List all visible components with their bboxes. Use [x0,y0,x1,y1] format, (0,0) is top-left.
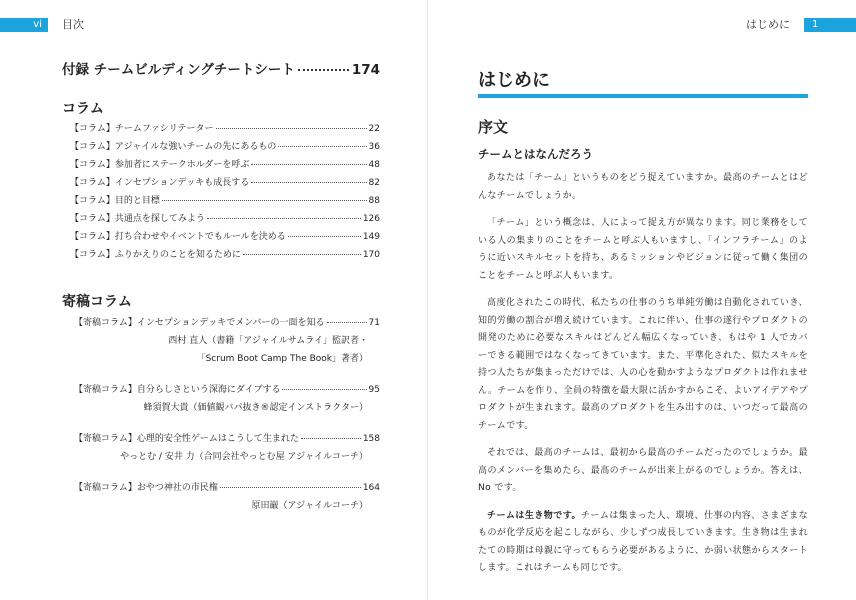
dot-leader [301,438,361,439]
dot-leader [207,218,361,219]
column-section-title: コラム [62,101,104,117]
dot-leader [220,487,361,488]
contrib-entry [74,382,380,417]
dot-leader [278,146,366,147]
chapter-title: はじめに [478,70,550,91]
contrib-author: 西村 直人（書籍「アジャイルサムライ」監訳者・ [168,336,368,346]
chapter-underline [478,94,808,98]
toc-entry-label: 【寄稿コラム】インセプションデッキでメンバーの一面を知る [74,318,325,328]
toc-row[interactable] [74,431,380,448]
paragraph [478,445,808,498]
toc-entry-page: 126 [362,214,380,224]
toc-row[interactable] [74,480,380,497]
toc-entry-page: 164 [362,483,380,493]
contrib-author: 原田巌（アジャイルコーチ） [251,501,368,511]
toc-row[interactable] [70,175,380,193]
toc-row[interactable] [70,211,380,229]
contrib-entry [74,480,380,515]
contrib-author: 蜂須賀大貴（価値観バパ抜き®認定インストラクター） [143,403,368,413]
body-text [478,170,808,588]
paragraph [478,508,808,578]
dot-leader [216,128,367,129]
toc-entry-label: 【寄稿コラム】自分らしさという深海にダイブする [74,385,281,395]
dot-leader [251,182,366,183]
paragraph [478,215,808,285]
toc-entry-page: 88 [368,196,380,206]
contrib-entry [74,315,380,368]
toc-entry-label: 【コラム】インセプションデッキも成長する [70,178,250,188]
section-title: 序文 [478,118,509,136]
paragraph-text: チームは集まった人、環境、仕事の内容、さまざまなものが化学反応を起こしながら、少しずつ成長していきます。生き物は生まれたての時期は母親に守ってもらう必要があるように、か弱い状態からスタートします。これはチームも同じです。 [478,510,808,573]
paragraph [478,295,808,435]
toc-row[interactable] [70,121,380,139]
toc-entry-page: 95 [368,385,380,395]
toc-row[interactable] [70,247,380,265]
page-number: vi [0,18,48,32]
toc-entry-page: 48 [368,160,380,170]
dot-leader [298,69,349,71]
paragraph [478,170,808,205]
toc-entry-label: 付録 チームビルディングチートシート [62,62,295,78]
contrib-author: 「Scrum Boot Camp The Book」著者） [196,354,368,364]
page-number: 1 [804,18,856,32]
toc-entry-label: 【寄稿コラム】おやつ神社の市民権 [74,483,218,493]
toc-entry-page: 36 [368,142,380,152]
toc-appendix-entry[interactable] [62,58,380,78]
dot-leader [288,236,361,237]
toc-row[interactable] [70,193,380,211]
running-title: はじめに [746,18,790,31]
toc-entry-label: 【コラム】打ち合わせやイベントでもルールを決める [70,232,286,242]
toc-row[interactable] [74,315,380,332]
toc-entry-page: 71 [368,318,380,328]
dot-leader [162,200,367,201]
toc-entry-page: 82 [368,178,380,188]
dot-leader [282,389,366,390]
toc-entry-page: 170 [362,250,380,260]
paragraph-text: それでは、最高のチームは、最初から最高のチームだったのでしょうか。最高のメンバーを集めたら、最高のチームが出来上がるのでしょうか。答えは、No です。 [478,448,808,493]
column-toc-list [70,121,380,265]
paragraph-text: 高度化されたこの時代、私たちの仕事のうち単純労働は自動化されていき、知的労働の割合が増え続けています。これに伴い、仕事の遂行やプロダクトの開発のために必要なスキルはどんどん幅広くなっていき、もはや 1 人でカバーできる範囲ではなくなってきています。また、平準化された、似たスキルを持つ人たちが集まっただけでは、人の心を動かすようなプロダクトは作れません。チームを作り、全員の特徴を最大限に活かすからこそ、よいアイデアやプロダクトが生まれます。最高のプロダクトを生み出すのは、いつだって最高のチームです。 [478,298,808,431]
dot-leader [327,322,367,323]
running-title: 目次 [62,18,84,31]
paragraph-lead: チームは生き物です。 [487,510,581,521]
toc-entry-label: 【コラム】目的と目標 [70,196,160,206]
contrib-entry [74,431,380,466]
contrib-toc-list [74,315,380,529]
toc-entry-page: 174 [351,62,380,78]
toc-entry-page: 22 [368,124,380,134]
contrib-author: やっとむ / 安井 力（合同会社やっとむ屋 アジャイルコーチ） [120,452,368,462]
toc-entry-label: 【コラム】参加者にステークホルダーを呼ぶ [70,160,250,170]
dot-leader [251,164,366,165]
contrib-section-title: 寄稿コラム [62,294,132,310]
toc-entry-label: 【コラム】チームファシリテーター [70,124,214,134]
dot-leader [243,254,361,255]
toc-entry-label: 【コラム】ふりかえりのことを知るために [70,250,241,260]
paragraph-text: あなたは「チーム」というものをどう捉えていますか。最高のチームとはどんなチームでしょうか。 [478,173,808,201]
toc-row[interactable] [70,139,380,157]
toc-entry-page: 149 [362,232,380,242]
toc-entry-label: 【コラム】共通点を探してみよう [70,214,205,224]
paragraph-text: 「チーム」という概念は、人によって捉え方が異なります。同じ業務をしている人の集まりのことをチームと呼ぶ人もいますし、「インフラチーム」のように近いスキルセットを持ち、あるミッションやビジョンに従って働く集団のことをチームと呼ぶ人もいます。 [478,218,808,281]
toc-row[interactable] [70,229,380,247]
toc-row[interactable] [70,157,380,175]
toc-entry-label: 【寄稿コラム】心理的安全性ゲームはこうして生まれた [74,434,299,444]
toc-row[interactable] [74,382,380,399]
toc-entry-page: 158 [362,434,380,444]
subsection-title: チームとはなんだろう [478,147,593,161]
toc-entry-label: 【コラム】アジャイルな強いチームの先にあるもの [70,142,277,152]
